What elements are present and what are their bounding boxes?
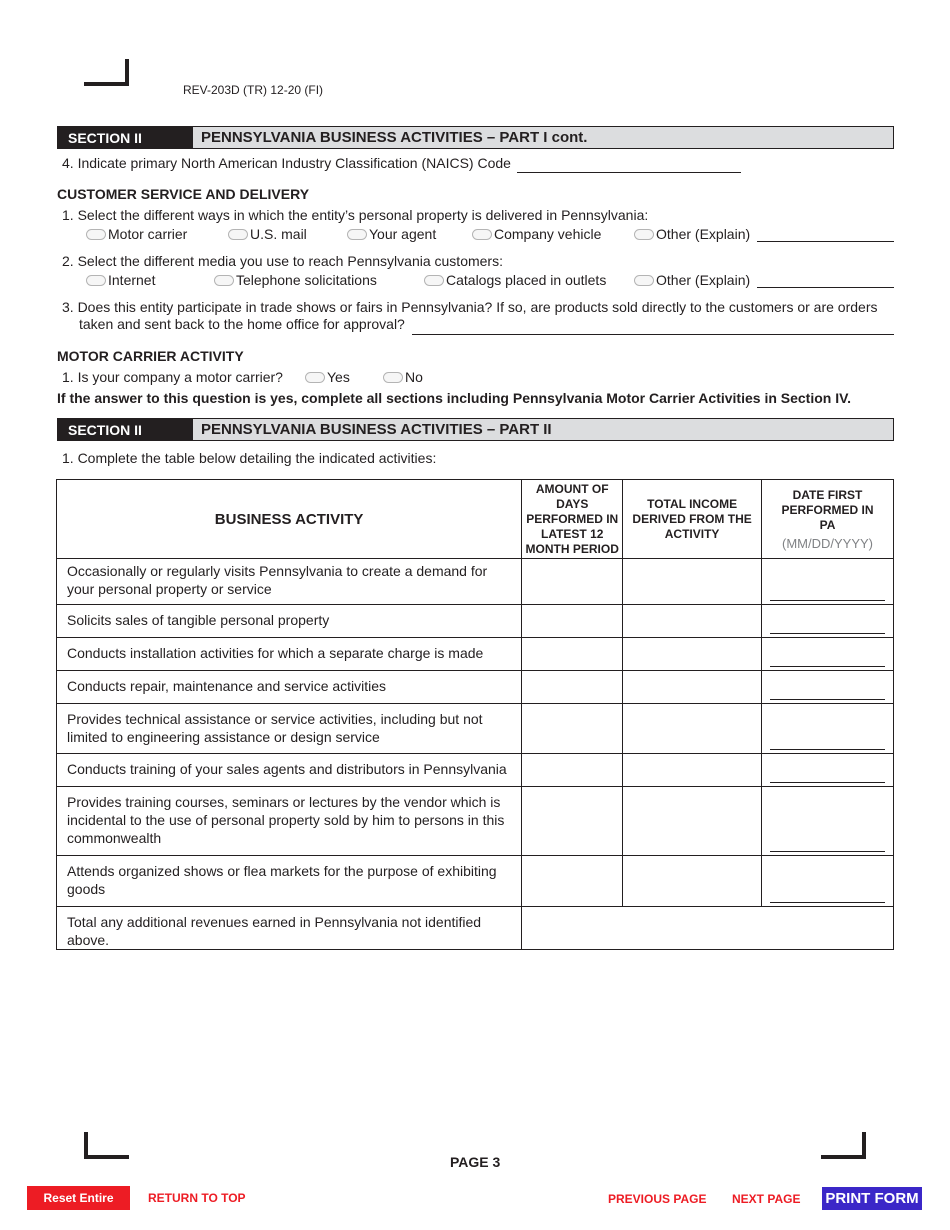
header-income: TOTAL INCOME DERIVED FROM THE ACTIVITY — [623, 480, 762, 559]
trade-show-question-line1: 3. Does this entity participate in trade shows or fairs in Pennsylvania? If so, are products sold directly to the customers or are orders — [62, 299, 878, 315]
media-option-telephone[interactable]: Telephone solicitations — [214, 272, 377, 288]
radio-icon[interactable] — [228, 229, 248, 240]
return-to-top-link[interactable]: RETURN TO TOP — [148, 1191, 246, 1205]
table-row — [57, 671, 894, 704]
income-input[interactable] — [623, 754, 762, 787]
motor-carrier-option-no[interactable]: No — [383, 369, 423, 385]
days-input[interactable] — [522, 559, 623, 605]
delivery-question: 1. Select the different ways in which the entity’s personal property is delivered in Pennsylvania: — [62, 207, 649, 223]
naics-question: 4. Indicate primary North American Industry Classification (NAICS) Code — [62, 155, 511, 171]
days-input[interactable] — [522, 856, 623, 907]
page-number: PAGE 3 — [450, 1154, 501, 1170]
section-header-part2 — [57, 418, 894, 441]
form-id: REV-203D (TR) 12-20 (FI) — [183, 83, 324, 97]
table-row — [57, 605, 894, 638]
date-input[interactable] — [762, 754, 894, 787]
activity-description: Conducts repair, maintenance and service activities — [57, 671, 522, 704]
naics-code-field[interactable] — [517, 172, 741, 173]
radio-icon[interactable] — [634, 275, 654, 286]
trade-show-answer-field[interactable] — [412, 334, 894, 335]
section-title: PENNSYLVANIA BUSINESS ACTIVITIES – PART II — [201, 421, 552, 438]
section-tag: SECTION II — [58, 127, 193, 148]
days-input[interactable] — [522, 704, 623, 754]
activity-description: Solicits sales of tangible personal property — [57, 605, 522, 638]
header-days: AMOUNT OF DAYS PERFORMED IN LATEST 12 MONTH PERIOD — [522, 480, 623, 559]
next-page-link[interactable]: NEXT PAGE — [732, 1192, 801, 1206]
print-form-button[interactable]: PRINT FORM — [822, 1187, 922, 1210]
media-other-explain-field[interactable] — [757, 287, 894, 288]
date-input[interactable] — [762, 856, 894, 907]
income-input[interactable] — [623, 671, 762, 704]
delivery-option-us-mail[interactable]: U.S. mail — [228, 226, 307, 242]
income-input[interactable] — [623, 638, 762, 671]
table-header-row — [57, 480, 894, 559]
motor-carrier-note: If the answer to this question is yes, complete all sections including Pennsylvania Motor Carrier Activities in Section IV. — [57, 390, 852, 406]
date-input[interactable] — [762, 559, 894, 605]
activity-description: Conducts installation activities for which a separate charge is made — [57, 638, 522, 671]
media-option-catalogs[interactable]: Catalogs placed in outlets — [424, 272, 606, 288]
days-input[interactable] — [522, 787, 623, 856]
days-input[interactable] — [522, 605, 623, 638]
section-header-part1 — [57, 126, 894, 149]
income-input[interactable] — [623, 605, 762, 638]
income-input[interactable] — [623, 559, 762, 605]
radio-icon[interactable] — [424, 275, 444, 286]
radio-icon[interactable] — [214, 275, 234, 286]
date-input[interactable] — [762, 605, 894, 638]
delivery-option-company-vehicle[interactable]: Company vehicle — [472, 226, 601, 242]
delivery-option-other[interactable]: Other (Explain) — [634, 226, 750, 242]
delivery-option-your-agent[interactable]: Your agent — [347, 226, 436, 242]
activity-description: Provides training courses, seminars or lectures by the vendor which is incidental to the use of personal property sold by him to persons in this commonwealth — [57, 787, 522, 856]
date-format-hint: (MM/DD/YYYY) — [782, 535, 873, 551]
days-input[interactable] — [522, 638, 623, 671]
total-revenue-input[interactable] — [522, 907, 894, 950]
corner-mark-bottom-right — [821, 1132, 866, 1159]
corner-mark-top-left — [84, 59, 129, 86]
radio-icon[interactable] — [86, 275, 106, 286]
table-row — [57, 559, 894, 605]
table-row — [57, 856, 894, 907]
motor-carrier-question: 1. Is your company a motor carrier? — [62, 369, 283, 385]
corner-mark-bottom-left — [84, 1132, 129, 1159]
date-input[interactable] — [762, 671, 894, 704]
table-row — [57, 754, 894, 787]
section-title: PENNSYLVANIA BUSINESS ACTIVITIES – PART I cont. — [201, 129, 588, 146]
part2-instruction: 1. Complete the table below detailing the indicated activities: — [62, 450, 437, 466]
radio-icon[interactable] — [383, 372, 403, 383]
income-input[interactable] — [623, 704, 762, 754]
days-input[interactable] — [522, 754, 623, 787]
table-row — [57, 704, 894, 754]
radio-icon[interactable] — [472, 229, 492, 240]
date-input[interactable] — [762, 787, 894, 856]
activity-description: Provides technical assistance or service activities, including but not limited to engineering assistance or design service — [57, 704, 522, 754]
previous-page-link[interactable]: PREVIOUS PAGE — [608, 1192, 707, 1206]
header-date: DATE FIRST PERFORMED IN PA (MM/DD/YYYY) — [762, 480, 894, 559]
activity-description: Attends organized shows or flea markets for the purpose of exhibiting goods — [57, 856, 522, 907]
activity-description: Conducts training of your sales agents and distributors in Pennsylvania — [57, 754, 522, 787]
table-row — [57, 787, 894, 856]
date-input[interactable] — [762, 704, 894, 754]
activity-description: Occasionally or regularly visits Pennsylvania to create a demand for your personal property or service — [57, 559, 522, 605]
table-total-row — [57, 907, 894, 950]
motor-carrier-heading: MOTOR CARRIER ACTIVITY — [57, 348, 244, 364]
motor-carrier-option-yes[interactable]: Yes — [305, 369, 350, 385]
business-activity-table — [56, 479, 894, 950]
media-option-internet[interactable]: Internet — [86, 272, 155, 288]
delivery-option-motor-carrier[interactable]: Motor carrier — [86, 226, 187, 242]
radio-icon[interactable] — [347, 229, 367, 240]
income-input[interactable] — [623, 856, 762, 907]
income-input[interactable] — [623, 787, 762, 856]
customer-service-heading: CUSTOMER SERVICE AND DELIVERY — [57, 186, 310, 202]
section-tag: SECTION II — [58, 419, 193, 440]
trade-show-question-line2: taken and sent back to the home office for approval? — [79, 316, 405, 332]
reset-form-button[interactable]: Reset Entire Form — [27, 1186, 130, 1210]
media-option-other[interactable]: Other (Explain) — [634, 272, 750, 288]
total-revenue-description: Total any additional revenues earned in Pennsylvania not identified above. — [57, 907, 522, 950]
media-question: 2. Select the different media you use to reach Pennsylvania customers: — [62, 253, 503, 269]
table-row — [57, 638, 894, 671]
radio-icon[interactable] — [86, 229, 106, 240]
radio-icon[interactable] — [305, 372, 325, 383]
header-business-activity: BUSINESS ACTIVITY — [57, 480, 522, 559]
radio-icon[interactable] — [634, 229, 654, 240]
days-input[interactable] — [522, 671, 623, 704]
date-input[interactable] — [762, 638, 894, 671]
delivery-other-explain-field[interactable] — [757, 241, 894, 242]
